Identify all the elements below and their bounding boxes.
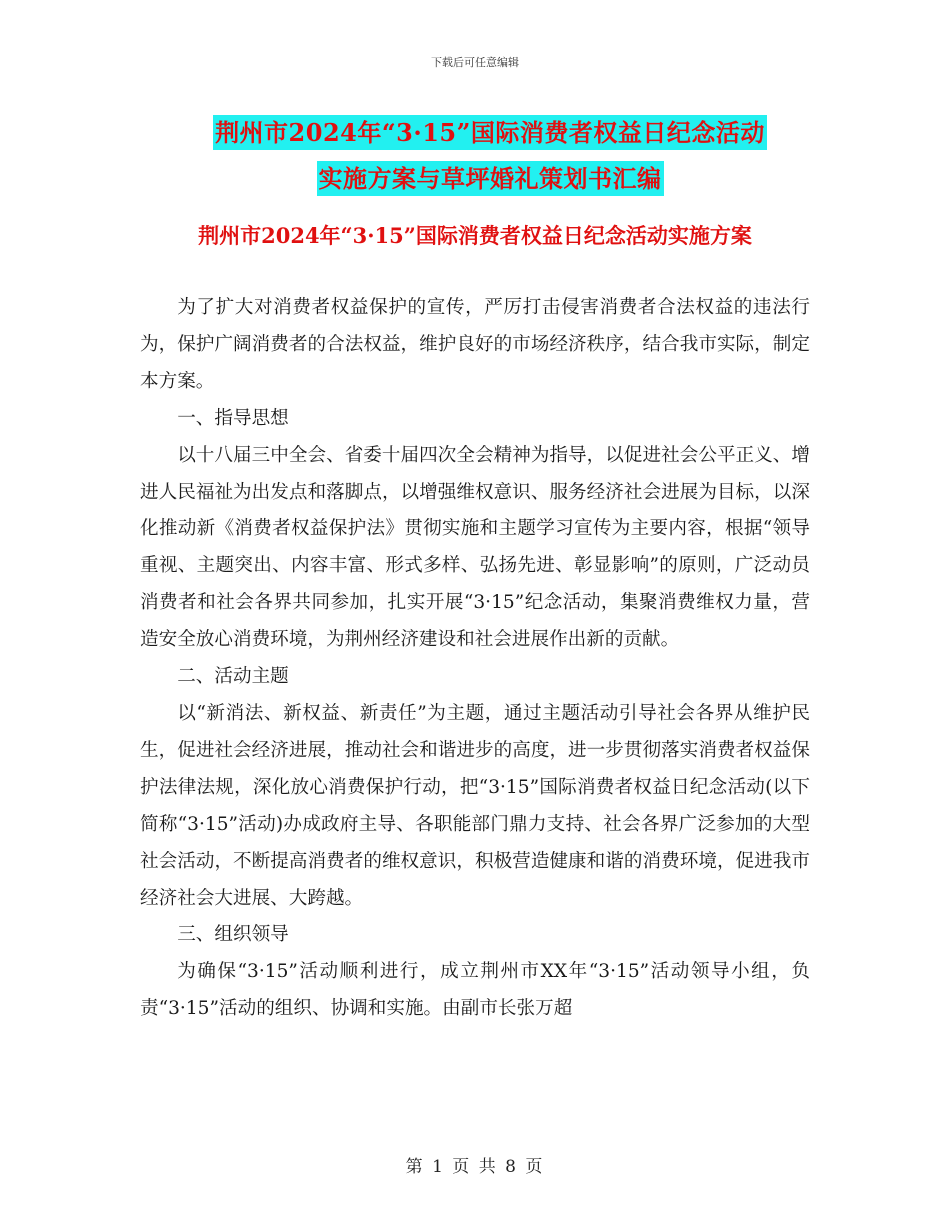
heading-activity-theme: 二、活动主题 bbox=[177, 666, 289, 688]
heading-guiding-ideology: 一、指导思想 bbox=[177, 407, 289, 429]
body-text bbox=[140, 290, 810, 1028]
title-line-1: 荆州市2024年“3·15”国际消费者权益日纪念活动 bbox=[213, 115, 767, 150]
document-title bbox=[140, 110, 840, 202]
section-title: 荆州市2024年“3·15”国际消费者权益日纪念活动实施方案 bbox=[198, 223, 752, 248]
header-note: 下载后可任意编辑 bbox=[431, 56, 519, 69]
paragraph-intro: 为了扩大对消费者权益保护的宣传，严厉打击侵害消费者合法权益的违法行为，保护广阔消费者的合法权益，维护良好的市场经济秩序，结合我市实际，制定本方案。 bbox=[140, 297, 810, 392]
title-line-2: 实施方案与草坪婚礼策划书汇编 bbox=[317, 161, 664, 196]
paragraph-organization: 为确保“3·15”活动顺利进行，成立荆州市XX年“3·15”活动领导小组，负责“3·15”活动的组织、协调和实施。由副市长张万超 bbox=[140, 961, 810, 1020]
heading-organization: 三、组织领导 bbox=[177, 924, 289, 946]
page-footer: 第 1 页 共 8 页 bbox=[405, 1157, 545, 1177]
paragraph-guiding-ideology: 以十八届三中全会、省委十届四次全会精神为指导，以促进社会公平正义、增进人民福祉为出发点和落脚点，以增强维权意识、服务经济社会进展为目标，以深化推动新《消费者权益保护法》贯彻实施和主题学习宣传为主要内容，根据“领导重视、主题突出、内容丰富、形式多样、弘扬先进、彰显影响”的原则，广泛动员消费者和社会各界共同参加，扎实开展“3·15”纪念活动，集聚消费维权力量，营造安全放心消费环境，为荆州经济建设和社会进展作出新的贡献。 bbox=[140, 444, 810, 651]
paragraph-activity-theme: 以“新消法、新权益、新责任”为主题，通过主题活动引导社会各界从维护民生，促进社会经济进展，推动社会和谐进步的高度，进一步贯彻落实消费者权益保护法律法规，深化放心消费保护行动，把“3·15”国际消费者权益日纪念活动(以下简称“3·15”活动)办成政府主导、各职能部门鼎力支持、社会各界广泛参加的大型社会活动，不断提高消费者的维权意识，积极营造健康和谐的消费环境，促进我市经济社会大进展、大跨越。 bbox=[140, 702, 810, 909]
